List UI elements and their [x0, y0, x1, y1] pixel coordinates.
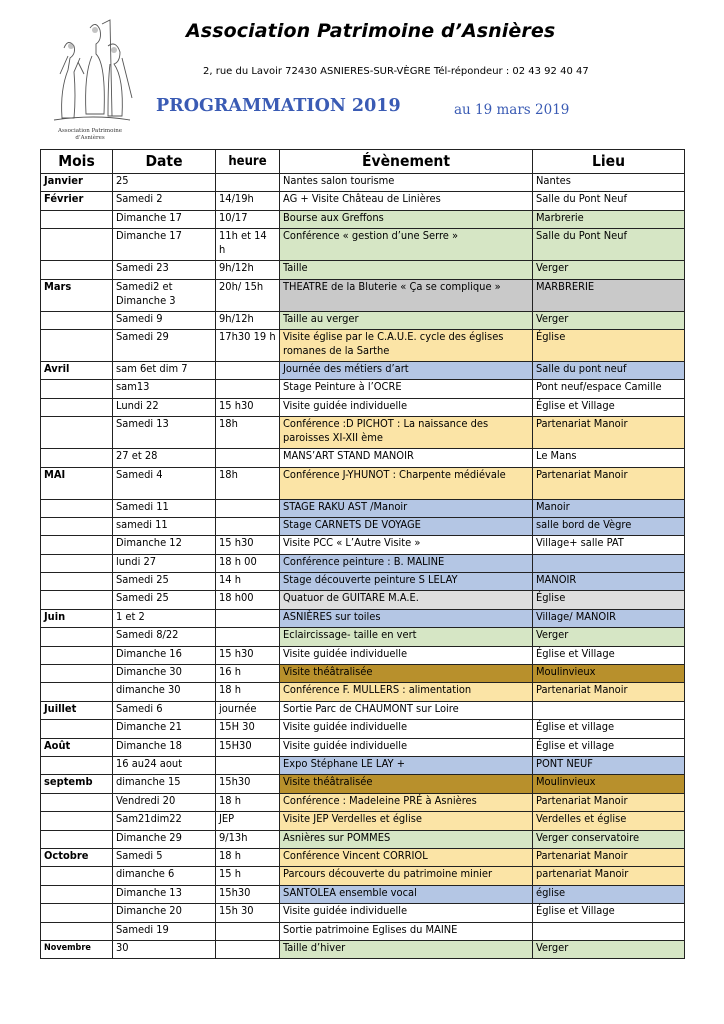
cell-evenement: Visite guidée individuelle: [280, 720, 533, 738]
cell-lieu: Salle du Pont Neuf: [533, 229, 685, 261]
cell-heure: 15 h30: [216, 536, 280, 554]
cell-mois: Mars: [41, 279, 113, 311]
cell-evenement: Bourse aux Greffons: [280, 210, 533, 228]
cell-evenement: Sortie Parc de CHAUMONT sur Loire: [280, 701, 533, 719]
cell-date: Samedi 13: [113, 417, 216, 449]
table-row: [41, 380, 685, 398]
cell-heure: 15 h30: [216, 646, 280, 664]
cell-heure: [216, 609, 280, 627]
cell-date: Dimanche 12: [113, 536, 216, 554]
cell-date: Dimanche 18: [113, 738, 216, 756]
cell-mois: Janvier: [41, 174, 113, 192]
cell-lieu: Partenariat Manoir: [533, 417, 685, 449]
cell-lieu: Église: [533, 591, 685, 609]
cell-lieu: Nantes: [533, 174, 685, 192]
cell-evenement: Visite église par le C.A.U.E. cycle des églises romanes de la Sarthe: [280, 329, 533, 361]
cell-evenement: Visite théâtralisée: [280, 665, 533, 683]
table-row: [41, 665, 685, 683]
cell-heure: 9h/12h: [216, 311, 280, 329]
table-row: [41, 701, 685, 719]
cell-lieu: Église: [533, 329, 685, 361]
table-row: [41, 922, 685, 940]
cell-heure: 18 h00: [216, 591, 280, 609]
table-row: [41, 261, 685, 279]
logo-caption: [44, 128, 136, 142]
cell-heure: 18h: [216, 417, 280, 449]
cell-lieu: [533, 922, 685, 940]
cell-mois: septemb: [41, 775, 113, 793]
cell-date: sam13: [113, 380, 216, 398]
table-row: [41, 417, 685, 449]
column-header-lieu: Lieu: [533, 150, 685, 174]
cell-lieu: Église et Village: [533, 646, 685, 664]
cell-lieu: Le Mans: [533, 449, 685, 467]
cell-evenement: THEATRE de la Bluterie « Ça se complique »: [280, 279, 533, 311]
cell-date: 27 et 28: [113, 449, 216, 467]
cell-mois: [41, 261, 113, 279]
cell-heure: 11h et 14 h: [216, 229, 280, 261]
cell-lieu: Verdelles et église: [533, 812, 685, 830]
cell-heure: [216, 174, 280, 192]
cell-mois: Avril: [41, 361, 113, 379]
cell-lieu: PONT NEUF: [533, 756, 685, 774]
cell-date: Samedi2 et Dimanche 3: [113, 279, 216, 311]
cell-mois: [41, 885, 113, 903]
cell-lieu: Marbrerie: [533, 210, 685, 228]
cell-date: Samedi 9: [113, 311, 216, 329]
cell-date: Lundi 22: [113, 398, 216, 416]
cell-heure: [216, 449, 280, 467]
cell-lieu: Église et Village: [533, 398, 685, 416]
table-header-row: [41, 150, 685, 174]
cell-evenement: Visite JEP Verdelles et église: [280, 812, 533, 830]
table-row: [41, 738, 685, 756]
cell-lieu: Verger: [533, 940, 685, 958]
programme-table: [40, 149, 685, 959]
cell-mois: [41, 720, 113, 738]
cell-mois: [41, 665, 113, 683]
cell-heure: [216, 940, 280, 958]
cell-mois: [41, 449, 113, 467]
cell-date: Samedi 5: [113, 848, 216, 866]
cell-date: 16 au24 aout: [113, 756, 216, 774]
cell-heure: [216, 517, 280, 535]
cell-mois: [41, 867, 113, 885]
cell-heure: 18 h: [216, 848, 280, 866]
cell-mois: Août: [41, 738, 113, 756]
programme-title: PROGRAMMATION 2019: [156, 96, 401, 116]
cell-heure: 9h/12h: [216, 261, 280, 279]
cell-date: Dimanche 21: [113, 720, 216, 738]
cell-evenement: SANTOLEA ensemble vocal: [280, 885, 533, 903]
cell-lieu: Verger conservatoire: [533, 830, 685, 848]
cell-mois: [41, 756, 113, 774]
cell-lieu: Pont neuf/espace Camille: [533, 380, 685, 398]
table-row: [41, 628, 685, 646]
cell-date: Sam21dim22: [113, 812, 216, 830]
table-row: [41, 467, 685, 499]
cell-lieu: Verger: [533, 311, 685, 329]
cell-lieu: Église et village: [533, 738, 685, 756]
cell-evenement: ASNIÈRES sur toiles: [280, 609, 533, 627]
table-row: [41, 398, 685, 416]
cell-lieu: église: [533, 885, 685, 903]
cell-lieu: Verger: [533, 261, 685, 279]
cell-date: Samedi 2: [113, 192, 216, 210]
association-logo: [44, 18, 136, 144]
cell-date: Dimanche 29: [113, 830, 216, 848]
cell-evenement: Visite guidée individuelle: [280, 646, 533, 664]
cell-evenement: Conférence J-YHUNOT : Charpente médiévale: [280, 467, 533, 499]
column-header-mois: Mois: [41, 150, 113, 174]
cell-mois: [41, 904, 113, 922]
cell-lieu: Partenariat Manoir: [533, 793, 685, 811]
table-row: [41, 940, 685, 958]
cell-mois: [41, 417, 113, 449]
table-row: [41, 646, 685, 664]
cell-mois: [41, 922, 113, 940]
cell-evenement: Stage découverte peinture S LELAY: [280, 573, 533, 591]
logo-caption-line-1: Association Patrimoine: [57, 128, 123, 134]
cell-lieu: salle bord de Vègre: [533, 517, 685, 535]
cell-date: Samedi 8/22: [113, 628, 216, 646]
cell-heure: [216, 499, 280, 517]
table-row: [41, 311, 685, 329]
cell-mois: [41, 812, 113, 830]
cell-mois: Novembre: [41, 940, 113, 958]
column-header-evenement: Évènement: [280, 150, 533, 174]
column-header-heure: heure: [216, 150, 280, 174]
cell-evenement: Sortie patrimoine Eglises du MAINE: [280, 922, 533, 940]
cell-date: Dimanche 17: [113, 210, 216, 228]
table-row: [41, 517, 685, 535]
cell-heure: 15 h: [216, 867, 280, 885]
cell-date: Samedi 6: [113, 701, 216, 719]
table-row: [41, 536, 685, 554]
cell-date: Samedi 23: [113, 261, 216, 279]
cell-lieu: Moulinvieux: [533, 665, 685, 683]
cell-lieu: Partenariat Manoir: [533, 467, 685, 499]
cell-heure: JEP: [216, 812, 280, 830]
cell-heure: 17h30 19 h: [216, 329, 280, 361]
cell-date: dimanche 6: [113, 867, 216, 885]
cell-lieu: Salle du pont neuf: [533, 361, 685, 379]
cell-heure: 18 h: [216, 683, 280, 701]
cell-lieu: [533, 701, 685, 719]
cell-mois: [41, 329, 113, 361]
cell-lieu: Village/ MANOIR: [533, 609, 685, 627]
cell-heure: 15h 30: [216, 904, 280, 922]
cell-evenement: Nantes salon tourisme: [280, 174, 533, 192]
cell-evenement: Quatuor de GUITARE M.A.E.: [280, 591, 533, 609]
cell-lieu: Partenariat Manoir: [533, 848, 685, 866]
cell-heure: 15H30: [216, 738, 280, 756]
cell-lieu: Village+ salle PAT: [533, 536, 685, 554]
cell-date: Samedi 19: [113, 922, 216, 940]
cell-date: sam 6et dim 7: [113, 361, 216, 379]
cell-heure: 15H 30: [216, 720, 280, 738]
cell-mois: [41, 830, 113, 848]
cell-mois: [41, 591, 113, 609]
table-row: [41, 591, 685, 609]
table-row: [41, 279, 685, 311]
cell-heure: 14 h: [216, 573, 280, 591]
cell-date: Samedi 4: [113, 467, 216, 499]
cell-date: Samedi 25: [113, 573, 216, 591]
cell-mois: [41, 517, 113, 535]
cell-mois: [41, 793, 113, 811]
cell-lieu: MARBRERIE: [533, 279, 685, 311]
cell-lieu: Moulinvieux: [533, 775, 685, 793]
cell-date: dimanche 30: [113, 683, 216, 701]
cell-heure: 10/17: [216, 210, 280, 228]
table-row: [41, 720, 685, 738]
cell-heure: [216, 361, 280, 379]
cell-heure: 9/13h: [216, 830, 280, 848]
cell-mois: [41, 536, 113, 554]
cell-evenement: Journée des métiers d’art: [280, 361, 533, 379]
cell-evenement: Parcours découverte du patrimoine minier: [280, 867, 533, 885]
cell-evenement: Conférence « gestion d’une Serre »: [280, 229, 533, 261]
cell-evenement: Conférence : Madeleine PRÉ à Asnières: [280, 793, 533, 811]
table-row: [41, 775, 685, 793]
cell-mois: Février: [41, 192, 113, 210]
cell-mois: Juillet: [41, 701, 113, 719]
cell-mois: [41, 573, 113, 591]
cell-date: 1 et 2: [113, 609, 216, 627]
table-row: [41, 329, 685, 361]
cell-lieu: partenariat Manoir: [533, 867, 685, 885]
cell-heure: 18 h 00: [216, 554, 280, 572]
cell-mois: MAI: [41, 467, 113, 499]
cell-mois: [41, 398, 113, 416]
cell-evenement: Taille: [280, 261, 533, 279]
cell-evenement: Visite PCC « L’Autre Visite »: [280, 536, 533, 554]
cell-mois: [41, 380, 113, 398]
table-row: [41, 812, 685, 830]
table-row: [41, 904, 685, 922]
cell-evenement: Asnières sur POMMES: [280, 830, 533, 848]
cell-evenement: Conférence F. MULLERS : alimentation: [280, 683, 533, 701]
cell-date: Samedi 11: [113, 499, 216, 517]
table-row: [41, 192, 685, 210]
cell-evenement: Eclaircissage- taille en vert: [280, 628, 533, 646]
cell-heure: [216, 922, 280, 940]
cell-lieu: Salle du Pont Neuf: [533, 192, 685, 210]
cell-evenement: Taille au verger: [280, 311, 533, 329]
cell-evenement: Visite guidée individuelle: [280, 738, 533, 756]
cell-mois: [41, 554, 113, 572]
cell-heure: journée: [216, 701, 280, 719]
programme-date: au 19 mars 2019: [454, 102, 570, 118]
cell-mois: [41, 683, 113, 701]
cell-lieu: Partenariat Manoir: [533, 683, 685, 701]
table-body: [41, 174, 685, 959]
cell-mois: [41, 646, 113, 664]
cell-evenement: Visite guidée individuelle: [280, 398, 533, 416]
cell-evenement: Stage Peinture à l’OCRE: [280, 380, 533, 398]
cell-heure: [216, 628, 280, 646]
cell-date: Dimanche 30: [113, 665, 216, 683]
cell-date: dimanche 15: [113, 775, 216, 793]
cell-mois: [41, 229, 113, 261]
cell-mois: Juin: [41, 609, 113, 627]
cell-lieu: [533, 554, 685, 572]
cell-heure: 18 h: [216, 793, 280, 811]
cell-date: Samedi 29: [113, 329, 216, 361]
cell-heure: 16 h: [216, 665, 280, 683]
table-row: [41, 210, 685, 228]
cell-heure: 15 h30: [216, 398, 280, 416]
cell-evenement: Expo Stéphane LE LAY +: [280, 756, 533, 774]
cell-mois: [41, 210, 113, 228]
table-row: [41, 499, 685, 517]
cell-mois: [41, 499, 113, 517]
cell-heure: 14/19h: [216, 192, 280, 210]
cell-date: 30: [113, 940, 216, 958]
cell-lieu: Verger: [533, 628, 685, 646]
cell-date: Vendredi 20: [113, 793, 216, 811]
cell-date: Dimanche 13: [113, 885, 216, 903]
table-row: [41, 361, 685, 379]
association-address: 2, rue du Lavoir 72430 ASNIERES-SUR-VÈGRE Tél-répondeur : 02 43 92 40 47: [203, 66, 589, 77]
cell-mois: [41, 628, 113, 646]
cell-lieu: Manoir: [533, 499, 685, 517]
cell-mois: [41, 311, 113, 329]
cell-evenement: STAGE RAKU AST /Manoir: [280, 499, 533, 517]
cell-mois: Octobre: [41, 848, 113, 866]
cell-evenement: Conférence Vincent CORRIOL: [280, 848, 533, 866]
cell-heure: 20h/ 15h: [216, 279, 280, 311]
cell-lieu: Église et village: [533, 720, 685, 738]
cell-date: Dimanche 17: [113, 229, 216, 261]
cell-heure: 15h30: [216, 775, 280, 793]
cell-evenement: Visite théâtralisée: [280, 775, 533, 793]
table-row: [41, 848, 685, 866]
table-row: [41, 174, 685, 192]
column-header-date: Date: [113, 150, 216, 174]
cell-date: 25: [113, 174, 216, 192]
cell-heure: 18h: [216, 467, 280, 499]
cell-evenement: Conférence :D PICHOT : La naissance des paroisses XI-XII ème: [280, 417, 533, 449]
cell-date: Dimanche 20: [113, 904, 216, 922]
cell-date: Samedi 25: [113, 591, 216, 609]
cell-evenement: MANS’ART STAND MANOIR: [280, 449, 533, 467]
table-row: [41, 885, 685, 903]
cell-lieu: Église et Village: [533, 904, 685, 922]
cell-evenement: Visite guidée individuelle: [280, 904, 533, 922]
cell-date: samedi 11: [113, 517, 216, 535]
table-row: [41, 609, 685, 627]
table-row: [41, 867, 685, 885]
cell-date: Dimanche 16: [113, 646, 216, 664]
table-row: [41, 554, 685, 572]
table-row: [41, 229, 685, 261]
table-row: [41, 830, 685, 848]
cell-evenement: Taille d’hiver: [280, 940, 533, 958]
cell-lieu: MANOIR: [533, 573, 685, 591]
cell-heure: [216, 756, 280, 774]
cell-evenement: Stage CARNETS DE VOYAGE: [280, 517, 533, 535]
cell-heure: [216, 380, 280, 398]
table-row: [41, 449, 685, 467]
cell-evenement: AG + Visite Château de Linières: [280, 192, 533, 210]
logo-caption-line-2: d’Asnières: [75, 135, 105, 141]
cell-date: lundi 27: [113, 554, 216, 572]
association-title: Association Patrimoine d’Asnières: [186, 20, 556, 42]
cell-evenement: Conférence peinture : B. MALINE: [280, 554, 533, 572]
cell-heure: 15h30: [216, 885, 280, 903]
table-row: [41, 793, 685, 811]
table-row: [41, 756, 685, 774]
table-row: [41, 683, 685, 701]
table-row: [41, 573, 685, 591]
